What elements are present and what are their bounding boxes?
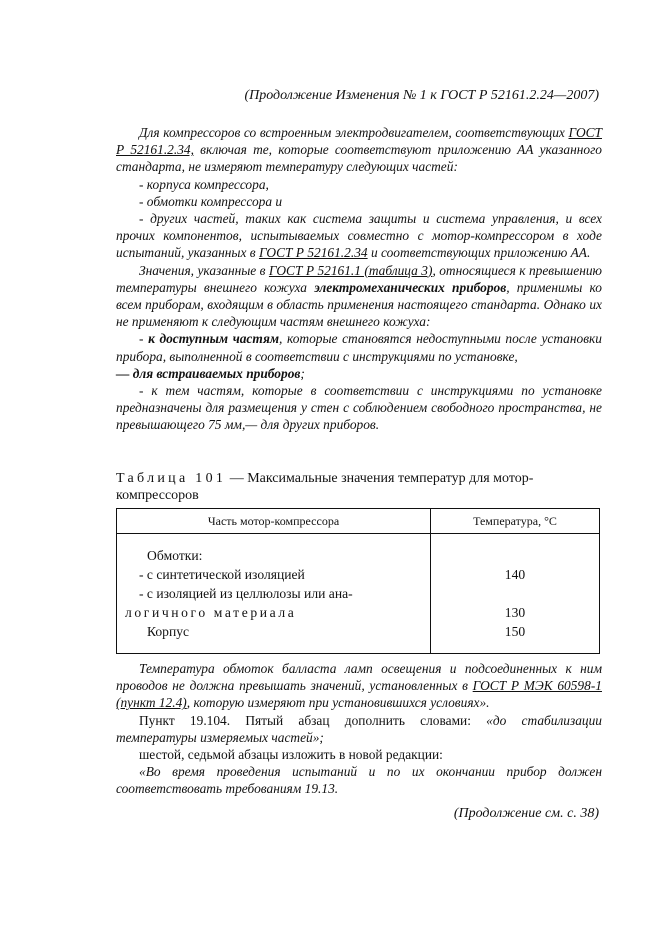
temperature-cell xyxy=(431,534,600,654)
value-housing: 150 xyxy=(504,624,526,639)
paragraph-edit: шестой, седьмой абзацы изложить в новой редакции: xyxy=(139,747,443,763)
row-label-synthetic: - с синтетической изоляцией xyxy=(139,567,305,582)
table-header-row xyxy=(117,509,600,534)
row-label-windings: Обмотки: xyxy=(147,548,203,563)
standard-link[interactable]: ГОСТ Р 52161.2.34, xyxy=(116,125,602,158)
value-synthetic: 140 xyxy=(504,567,526,582)
paragraph-values: Значения, указанные в ГОСТ Р 52161.1 (таблица 3), относящиеся к превышению температуры внешнего кожуха электромеханических приборов, применимы ко всем приборам, входящим в область применения настоящего стандарта. Однако их не применяют к следующим частям внешнего кожуха: xyxy=(116,262,602,330)
list-item-wall-parts: - к тем частям, которые в соответствии с инструкциями по установке предназначены для размещения у стен с соблюдением свободного пространства, не превышающего 75 мм,— для других приборов. xyxy=(116,383,602,433)
value-cellulose: 130 xyxy=(504,605,526,620)
standard-link[interactable]: ГОСТ Р 52161.1 (таблица 3) xyxy=(268,262,433,278)
table-caption xyxy=(116,470,602,504)
list-item-winding: - обмотки компрессора и xyxy=(139,193,283,209)
column-header-temperature: Температура, °С xyxy=(431,509,600,534)
standard-link[interactable]: ГОСТ Р 52161.2.34 xyxy=(258,245,368,261)
list-item-accessible-parts: - к доступным частям, которые становятся недоступными после установки прибора, выполненной в соответствии с инструкциями по установке, xyxy=(116,331,602,364)
list-item-housing: - корпуса компрессора, xyxy=(139,176,269,192)
standard-link[interactable]: ГОСТ Р МЭК 60598-1 (пункт 12.4) xyxy=(116,678,602,711)
main-text-top xyxy=(116,124,602,434)
main-text-bottom xyxy=(116,660,602,798)
paragraph-compressors: Для компрессоров со встроенным электродвигателем, соответствующих ГОСТ Р 52161.2.34, включая те, которые соответствуют приложению АА указанного стандарта, не измеряют температуру следующих частей: xyxy=(116,125,602,175)
temperature-table xyxy=(116,508,600,654)
row-label-housing: Корпус xyxy=(147,624,190,639)
continuation-header: (Продолжение Изменения № 1 к ГОСТ Р 52161.2.24—2007) xyxy=(244,88,599,103)
list-item-built-in: — для встраиваемых приборов; xyxy=(116,365,305,381)
list-item-other-parts: - других частей, таких как система защиты и система управления, и всех прочих компонентов, испытываемых совместно с мотор-компрессором в ходе испытаний, указанных в ГОСТ Р 52161.2.34 и соответствующих приложению АА. xyxy=(116,211,602,261)
row-label-cellulose-cont: логичного материала xyxy=(125,605,297,620)
row-label-cellulose: - с изоляцией из целлюлозы или ана- xyxy=(139,586,353,601)
paragraph-new-text: «Во время проведения испытаний и по их окончании прибор должен соответствовать требованиям 19.13. xyxy=(116,764,602,797)
table-number: Таблица 101 xyxy=(116,471,227,486)
paragraph-ballast: Температура обмоток балласта ламп освещения и подсоединенных к ним проводов не должна превышать значений, установленных в ГОСТ Р МЭК 60598-1 (пункт 12.4), которую измеряют при установившихся условиях». xyxy=(116,661,602,711)
table-title: — Максимальные значения температур для мотор-компрессоров xyxy=(116,471,534,503)
continuation-footer: (Продолжение см. с. 38) xyxy=(453,806,599,821)
column-header-part: Часть мотор-компрессора xyxy=(117,509,431,534)
table-row xyxy=(117,534,600,654)
paragraph-clause: Пункт 19.104. Пятый абзац дополнить словами: «до стабилизации температуры измеряемых частей»; xyxy=(116,712,602,745)
part-cell xyxy=(117,534,431,654)
